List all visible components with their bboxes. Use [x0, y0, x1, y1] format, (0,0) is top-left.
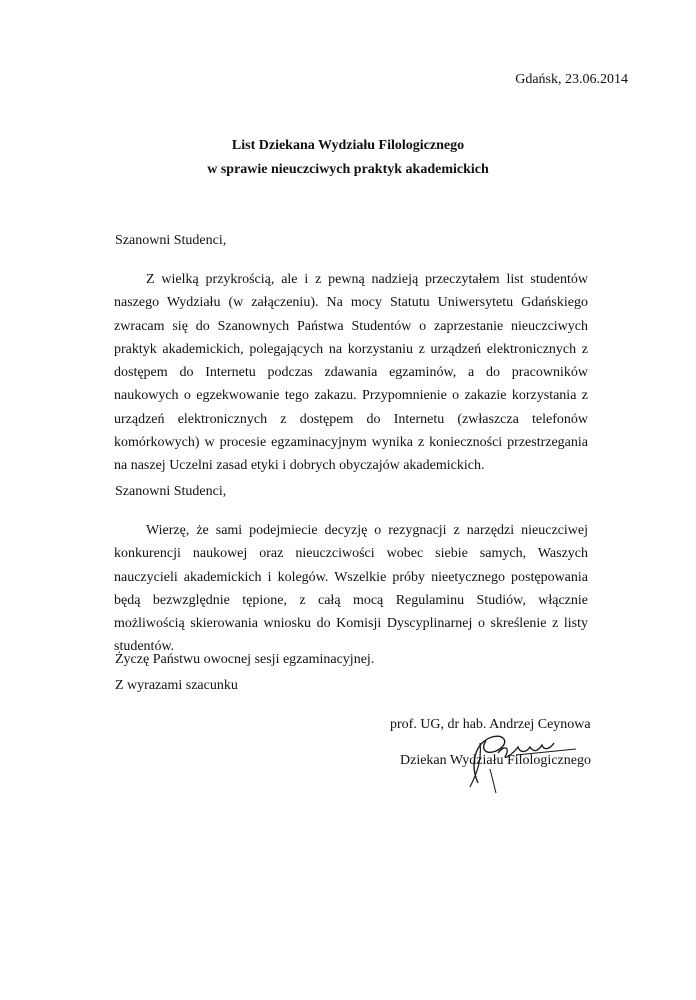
paragraph-first: Z wielką przykrością, ale i z pewną nadzieją przeczytałem list studentów naszego Wydziału (w załączeniu). Na mocy Statutu Uniwersytetu Gdańskiego zwracam się do Szanownych Państwa Studentów o zaprzestanie nieuczciwych praktyk akademickich, polegających na korzystaniu z urządzeń elektronicznych z dostępem do Internetu podczas zdawania egzaminów, a do pracowników naukowych o egzekwowanie tego zakazu. Przypomnienie o zakazie korzystania z urządzeń elektronicznych z dostępem do Internetu (zwłaszcza telefonów komórkowych) w procesie egzaminacyjnym wynika z konieczności przestrzegania na naszej Uczelni zasad etyki i dobrych obyczajów akademickich. — [114, 272, 588, 474]
place-date: Gdańsk, 23.06.2014 — [515, 72, 628, 87]
signer-name: prof. UG, dr hab. Andrzej Ceynowa — [390, 717, 591, 732]
paragraph-second: Wierzę, że sami podejmiecie decyzję o rezygnacji z narzędzi nieuczciwej konkurencji naukowej oraz nieuczciwości wobec siebie samych, Waszych nauczycieli akademickich i kolegów. Wszelkie próby nieetycznego postępowania będą bezwzględnie tępione, z całą mocą Regulaminu Studiów, włącznie możliwością skierowania wniosku do Komisji Dyscyplinarnej o skreślenie z listy studentów. — [114, 523, 588, 655]
salutation-second: Szanowni Studenci, — [115, 484, 227, 499]
salutation-first: Szanowni Studenci, — [115, 233, 227, 248]
letter-title — [0, 134, 696, 182]
signer-title: Dziekan Wydziału Filologicznego — [400, 753, 591, 768]
closing-regards: Z wyrazami szacunku — [115, 678, 238, 693]
closing-wish: Życzę Państwu owocnej sesji egzaminacyjnej. — [115, 652, 375, 667]
title-line-2: w sprawie nieuczciwych praktyk akademickich — [207, 162, 489, 177]
title-line-1: List Dziekana Wydziału Filologicznego — [231, 138, 465, 153]
